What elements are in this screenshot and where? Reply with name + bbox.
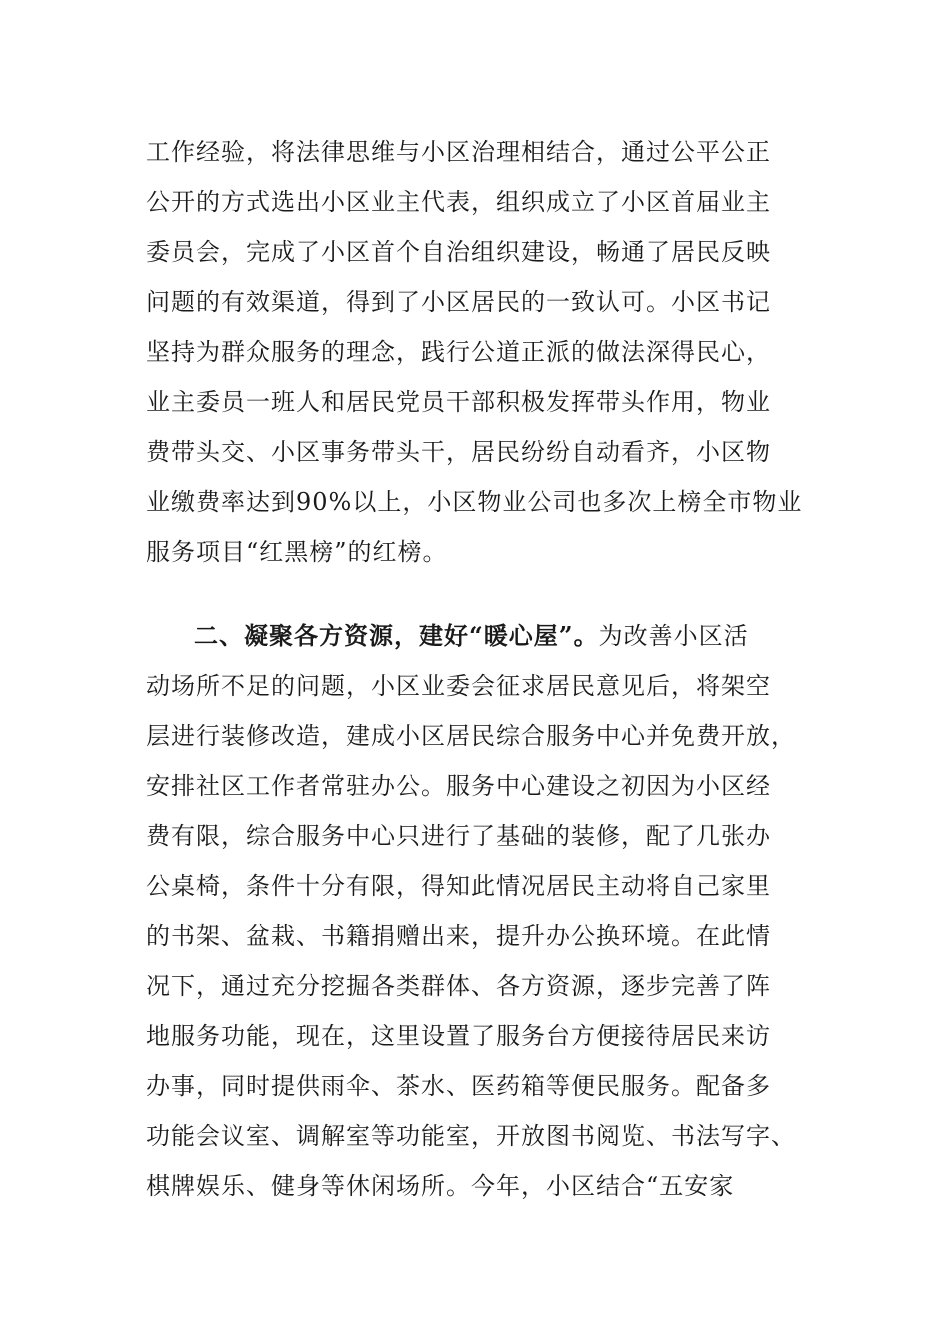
- text-run: 为改善小区活: [598, 622, 749, 650]
- text-line: 费有限，综合服务中心只进行了基础的装修，配了几张办: [146, 822, 771, 850]
- paragraph-warm-house: [146, 611, 806, 1211]
- text-line: 棋牌娱乐、健身等休闲场所。今年，小区结合“五安家: [146, 1172, 735, 1200]
- text-line: 坚持为群众服务的理念，践行公道正派的做法深得民心，: [146, 338, 771, 366]
- paragraph-governance: [146, 127, 806, 577]
- text-line: 功能会议室、调解室等功能室，开放图书阅览、书法写字、: [146, 1122, 796, 1150]
- text-line: 委员会，完成了小区首个自治组织建设，畅通了居民反映: [146, 238, 771, 266]
- text-line: 安排社区工作者常驻办公。服务中心建设之初因为小区经: [146, 772, 771, 800]
- text-line: 的书架、盆栽、书籍捐赠出来，提升办公换环境。在此情: [146, 922, 771, 950]
- text-line: 办事，同时提供雨伞、茶水、医药箱等便民服务。配备多: [146, 1072, 771, 1100]
- text-line: 动场所不足的问题，小区业委会征求居民意见后，将架空: [146, 672, 771, 700]
- text-line: 业缴费率达到90%以上，小区物业公司也多次上榜全市物业: [146, 488, 803, 516]
- text-line: 工作经验，将法律思维与小区治理相结合，通过公平公正: [146, 138, 771, 166]
- text-line: 公开的方式选出小区业主代表，组织成立了小区首届业主: [146, 188, 771, 216]
- section-heading: 二、凝聚各方资源，建好“暖心屋”。: [194, 621, 599, 650]
- text-line: 地服务功能，现在，这里设置了服务台方便接待居民来访: [146, 1022, 771, 1050]
- text-line: 问题的有效渠道，得到了小区居民的一致认可。小区书记: [146, 288, 771, 316]
- text-line: 业主委员一班人和居民党员干部积极发挥带头作用，物业: [146, 388, 771, 416]
- text-line: 公桌椅，条件十分有限，得知此情况居民主动将自己家里: [146, 872, 771, 900]
- text-line: 费带头交、小区事务带头干，居民纷纷自动看齐，小区物: [146, 438, 771, 466]
- text-line: 层进行装修改造，建成小区居民综合服务中心并免费开放，: [146, 722, 796, 750]
- text-line: 服务项目“红黑榜”的红榜。: [146, 538, 448, 566]
- text-line-first: [146, 611, 806, 661]
- text-line: 况下，通过充分挖掘各类群体、各方资源，逐步完善了阵: [146, 972, 771, 1000]
